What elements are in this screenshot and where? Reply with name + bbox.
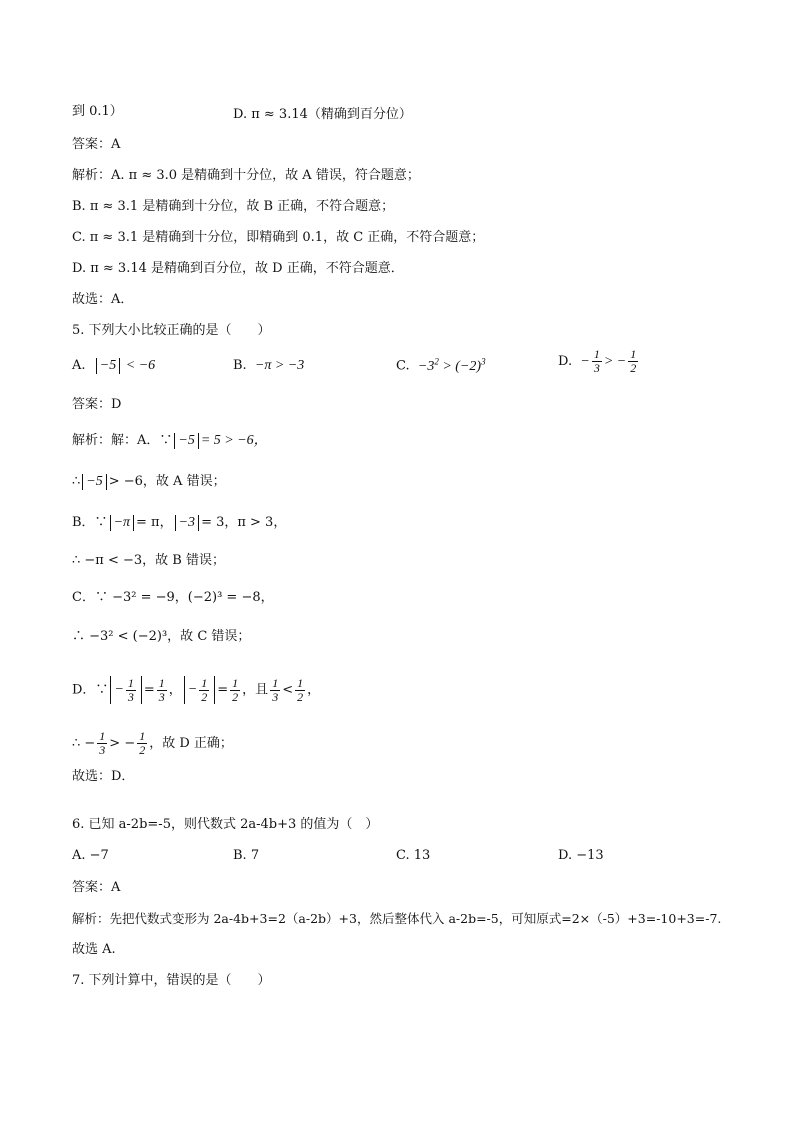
q5-option-a: A. −5 < −6 bbox=[72, 358, 156, 373]
q4-answer: 答案：A bbox=[72, 137, 121, 152]
q6-option-a: A. −7 bbox=[72, 848, 109, 863]
q5-answer: 答案：D bbox=[72, 397, 122, 412]
q5-analysis-c: C．∵ −3² = −9，(−2)³ = −8， bbox=[72, 590, 274, 605]
q6-choose: 故选 A. bbox=[72, 942, 116, 957]
q5-option-b: B. −π > −3 bbox=[233, 358, 305, 373]
q5-analysis-b: B．∵ −π = π， −3 = 3，π > 3， bbox=[72, 515, 287, 530]
q5-option-d: D. − $\frac{1}{3}$ > − $\frac{1}{2}$ bbox=[558, 347, 637, 375]
q4-option-d: D. π ≈ 3.14（精确到百分位） bbox=[233, 107, 412, 122]
q5-analysis-a: 解析：解：A．∵ −5 = 5 > −6， bbox=[72, 433, 268, 448]
q4-tail-line bbox=[72, 103, 123, 121]
q5-choose: 故选：D． bbox=[72, 769, 135, 784]
q5-option-c: C. $-3^2 > (-2)^3$ bbox=[396, 356, 486, 374]
q5-analysis-b2: ∴ −π < −3，故 B 错误； bbox=[72, 553, 225, 568]
q4-analysis-a: 解析：A. π ≈ 3.0 是精确到十分位，故 A 错误，符合题意； bbox=[72, 168, 420, 183]
q4-analysis-c: C. π ≈ 3.1 是精确到十分位，即精确到 0.1，故 C 正确，不符合题意； bbox=[72, 230, 485, 245]
q6-answer: 答案：A bbox=[72, 880, 121, 895]
q6-analysis: 解析：先把代数式变形为 2a-4b+3=2（a-2b）+3，然后整体代入 a-2b=-5，可知原式=2×（-5）+3=-10+3=-7. bbox=[72, 911, 722, 926]
q4-analysis-d: D. π ≈ 3.14 是精确到百分位，故 D 正确，不符合题意． bbox=[72, 261, 404, 276]
q4-tail-left: 到 0.1） bbox=[72, 104, 123, 119]
q6-stem: 6. 已知 a-2b=-5，则代数式 2a-4b+3 的值为（ ） bbox=[72, 817, 379, 832]
q6-option-c: C. 13 bbox=[396, 848, 431, 863]
q6-option-b: B. 7 bbox=[233, 848, 260, 863]
q4-analysis-b: B. π ≈ 3.1 是精确到十分位，故 B 正确，不符合题意； bbox=[72, 199, 395, 214]
q5-analysis-a2: ∴ −5 > −6，故 A 错误； bbox=[72, 474, 226, 489]
q6-option-d: D. −13 bbox=[558, 848, 604, 863]
q5-analysis-d2: ∴ − $\frac{1}{3}$ > − $\frac{1}{2}$ ，故 D 正确； bbox=[72, 729, 233, 757]
q4-choose: 故选：A． bbox=[72, 292, 134, 307]
q5-stem: 5. 下列大小比较正确的是（ ） bbox=[72, 323, 271, 338]
q5-analysis-c2: ∴ −3² < (−2)³，故 C 错误； bbox=[72, 629, 251, 644]
q5-analysis-d: D．∵ − $\frac{1}{3}$ = $\frac{1}{3}$ ， − $\frac{1}{2}$ = $\frac{1}{2}$ ，且 $\frac{1}{3}$ < $\frac{1}{2}$ ， bbox=[72, 675, 321, 704]
q7-stem: 7. 下列计算中，错误的是（ ） bbox=[72, 973, 271, 988]
